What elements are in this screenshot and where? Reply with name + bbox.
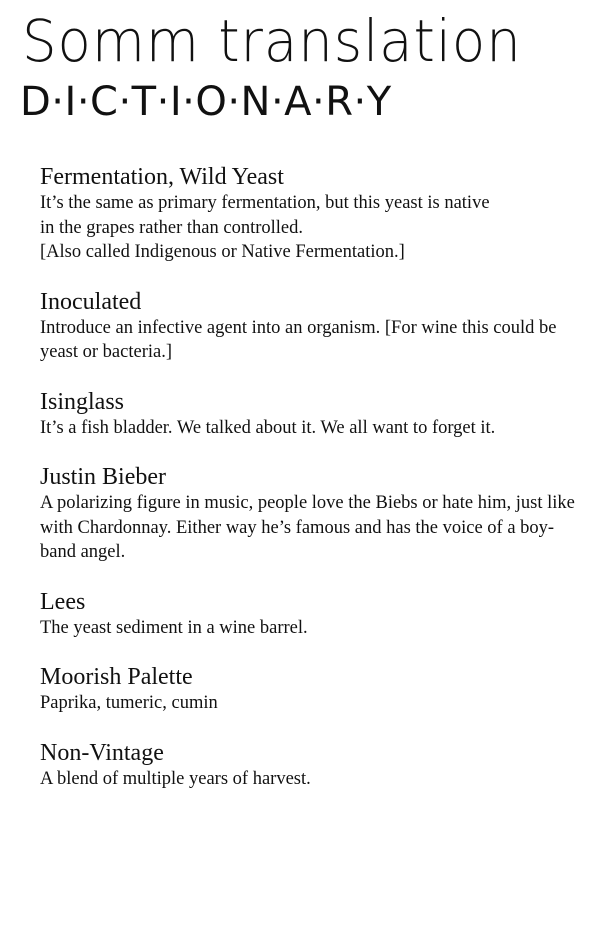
dictionary-entry	[40, 739, 580, 792]
entry-definition: Introduce an infective agent into an organism. [For wine this could be yeast or bacteria.]	[40, 317, 557, 362]
dictionary-entry	[40, 588, 580, 641]
entry-definition-line: It’s the same as primary fermentation, but this yeast is native	[40, 193, 490, 213]
entry-definition-line: in the grapes rather than controlled.	[40, 217, 304, 238]
entry-term: Lees	[40, 588, 86, 615]
entry-definition: A blend of multiple years of harvest.	[40, 768, 311, 789]
entry-term: Moorish Palette	[40, 664, 193, 690]
entry-definition	[40, 191, 580, 265]
entry-definition-line: [Also called Indigenous or Native Fermentation.]	[40, 242, 405, 262]
entry-term: Justin Bieber	[40, 464, 166, 490]
entry-definition: A polarizing figure in music, people love the Biebs or hate him, just like with Chardonnay. Either way he’s famous and has the voice of a boy-band angel.	[40, 493, 575, 562]
page-subtitle: D·I·C·T·I·O·N·A·R·Y	[20, 79, 392, 125]
dictionary-entries	[40, 163, 580, 814]
dictionary-entry	[40, 388, 580, 441]
dictionary-entry	[40, 663, 580, 716]
dictionary-entry	[40, 463, 580, 565]
page-title: Somm translation	[22, 7, 522, 75]
dictionary-entry	[40, 288, 580, 365]
entry-definition: Paprika, tumeric, cumin	[40, 693, 218, 713]
entry-definition: The yeast sediment in a wine barrel.	[40, 617, 308, 638]
entry-term: Isinglass	[40, 388, 124, 415]
dictionary-entry	[40, 163, 580, 265]
entry-term: Inoculated	[40, 288, 142, 315]
dictionary-header	[0, 0, 610, 140]
entry-term: Non-Vintage	[40, 739, 164, 766]
entry-term: Fermentation, Wild Yeast	[40, 164, 284, 190]
entry-definition: It’s a fish bladder. We talked about it. We all want to forget it.	[40, 417, 496, 438]
